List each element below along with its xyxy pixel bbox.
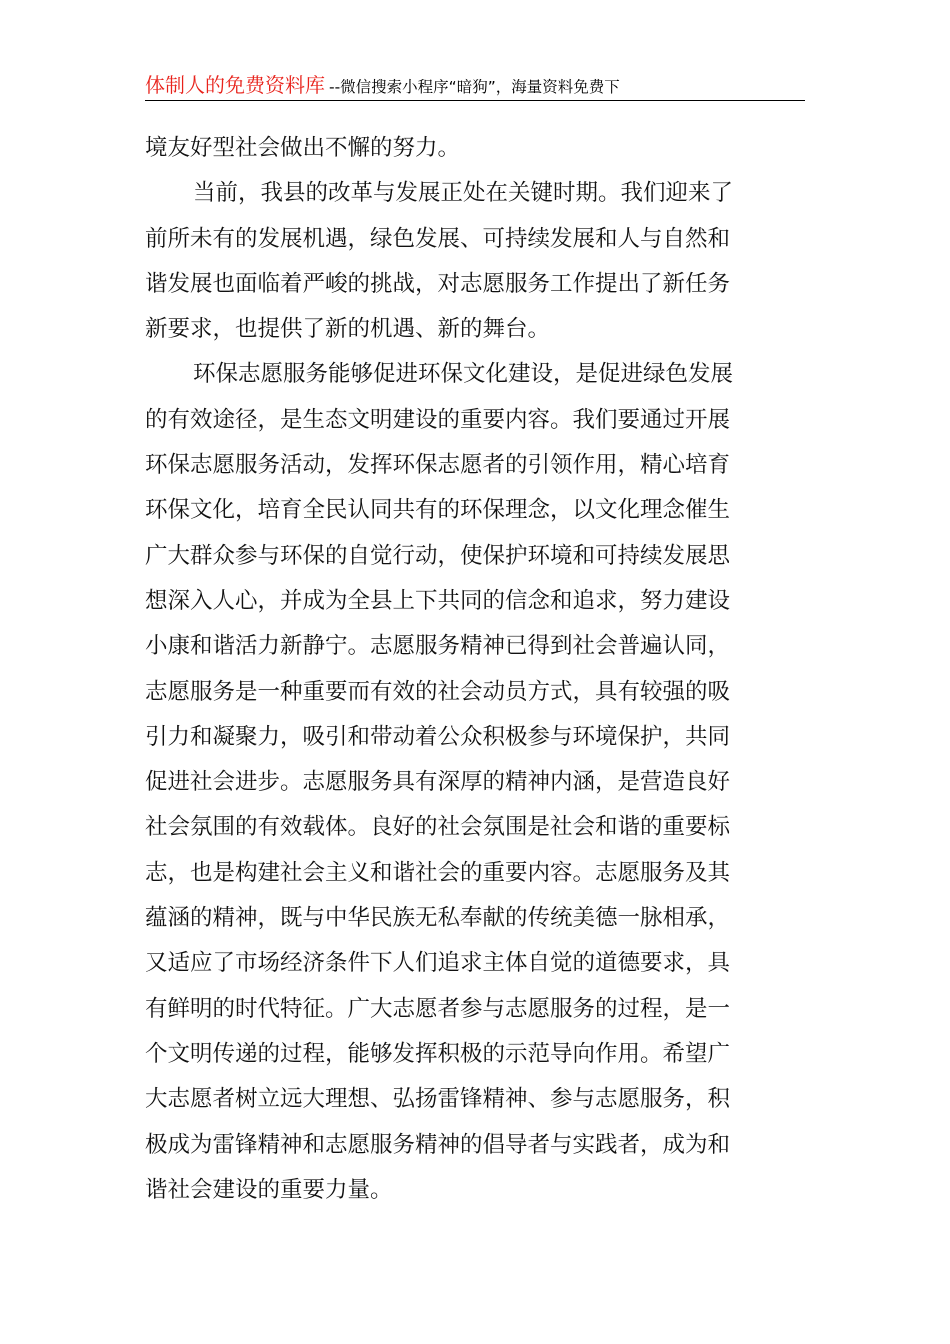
paragraph-start-line: 环保志愿服务能够促进环保文化建设，是促进绿色发展: [193, 361, 734, 388]
page-header: [145, 72, 805, 101]
text-line: 新要求，也提供了新的机遇、新的舞台。: [145, 316, 551, 343]
text-line: 又适应了市场经济条件下人们追求主体自觉的道德要求，具: [145, 950, 731, 977]
text-line: 小康和谐活力新静宁。志愿服务精神已得到社会普遍认同，: [145, 633, 731, 660]
text-line: 志愿服务是一种重要而有效的社会动员方式，具有较强的吸: [145, 678, 731, 705]
text-line: 社会氛围的有效载体。良好的社会氛围是社会和谐的重要标: [145, 814, 731, 841]
text-line: 谐社会建设的重要力量。: [145, 1176, 393, 1203]
text-line: 志，也是构建社会主义和谐社会的重要内容。志愿服务及其: [145, 859, 731, 886]
text-line: 谐发展也面临着严峻的挑战，对志愿服务工作提出了新任务: [145, 270, 731, 297]
header-subtitle: --微信搜索小程序“暗狗”，海量资料免费下: [329, 78, 620, 96]
paragraph-start-line: 当前，我县的改革与发展正处在关键时期。我们迎来了: [193, 180, 734, 207]
text-line: 境友好型社会做出不懈的努力。: [145, 135, 461, 161]
text-line: 大志愿者树立远大理想、弘扬雷锋精神、参与志愿服务，积: [145, 1086, 731, 1113]
text-line: 促进社会进步。志愿服务具有深厚的精神内涵，是营造良好: [145, 769, 731, 796]
text-line: 广大群众参与环保的自觉行动，使保护环境和可持续发展思: [145, 542, 731, 569]
text-line: 环保志愿服务活动，发挥环保志愿者的引领作用，精心培育: [145, 452, 731, 479]
text-line: 蕴涵的精神，既与中华民族无私奉献的传统美德一脉相承，: [145, 905, 731, 932]
text-line: 想深入人心，并成为全县上下共同的信念和追求，努力建设: [145, 587, 731, 614]
text-line: 引力和凝聚力，吸引和带动着公众积极参与环境保护，共同: [145, 723, 731, 750]
header-brand: 体制人的免费资料库: [145, 73, 325, 97]
text-line: 极成为雷锋精神和志愿服务精神的倡导者与实践者，成为和: [145, 1131, 731, 1158]
document-body: [145, 126, 810, 1213]
text-line: 前所未有的发展机遇，绿色发展、可持续发展和人与自然和: [145, 225, 731, 252]
text-line: 个文明传递的过程，能够发挥积极的示范导向作用。希望广: [145, 1040, 731, 1067]
text-line: 有鲜明的时代特征。广大志愿者参与志愿服务的过程，是一: [145, 995, 731, 1022]
text-line: 环保文化，培育全民认同共有的环保理念，以文化理念催生: [145, 497, 731, 524]
text-line: 的有效途径，是生态文明建设的重要内容。我们要通过开展: [145, 406, 731, 433]
